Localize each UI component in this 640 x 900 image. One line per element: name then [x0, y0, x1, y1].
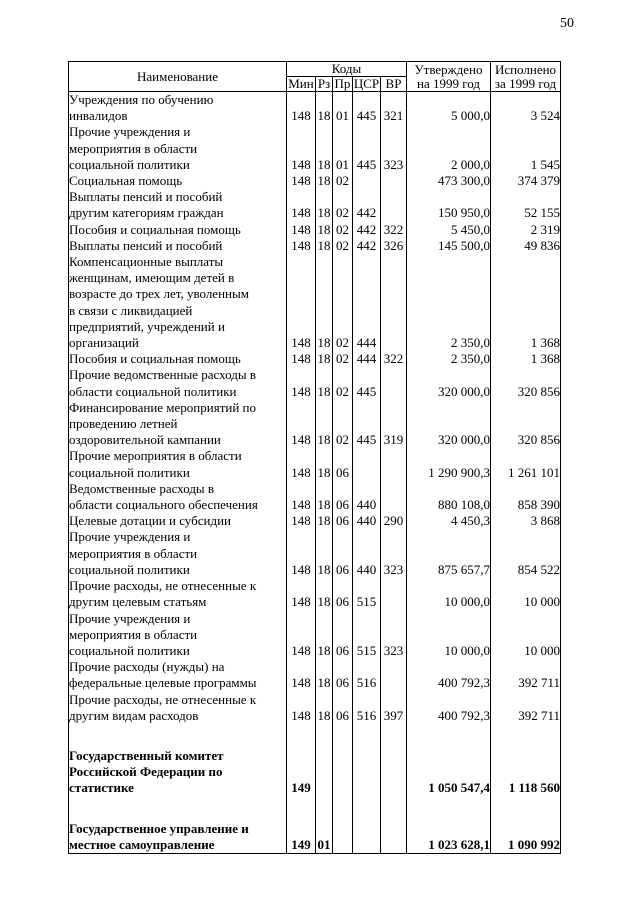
row-name-line: местное самоуправление [69, 836, 215, 852]
cell-min: 148 [287, 400, 316, 449]
row-name [69, 448, 287, 480]
spacer-row [69, 797, 561, 821]
row-name-line: Компенсационные выплаты [69, 254, 224, 270]
spacer-cell [333, 724, 353, 748]
row-name [69, 92, 287, 125]
row-name [69, 124, 287, 173]
cell-vr: 319 [381, 400, 407, 449]
row-name-line: Ведомственные расходы в [69, 480, 215, 496]
cell-min: 148 [287, 659, 316, 691]
row-name-line: Российской Федерации по [69, 764, 223, 780]
page-number: 50 [560, 16, 574, 31]
row-name-line: статистике [69, 780, 134, 796]
spacer-cell [316, 724, 333, 748]
table-row [69, 748, 561, 797]
cell-rz: 18 [316, 92, 333, 125]
cell-pr: 01 [333, 92, 353, 125]
cell-executed: 392 711 [491, 659, 561, 691]
spacer-cell [353, 724, 381, 748]
row-name-line: Целевые дотации и субсидии [69, 513, 231, 529]
cell-approved: 400 792,3 [407, 659, 491, 691]
cell-rz: 18 [316, 578, 333, 610]
cell-approved: 1 023 628,1 [407, 821, 491, 854]
row-name-line: возрасте до трех лет, уволенным [69, 286, 249, 302]
spacer-cell [407, 797, 491, 821]
row-name-line: мероприятия в области [69, 140, 198, 156]
row-name-line: проведению летней [69, 416, 178, 432]
row-name-line: социальной политики [69, 464, 190, 480]
cell-min: 148 [287, 367, 316, 399]
row-name [69, 529, 287, 578]
header-executed-line2: за 1999 год [494, 76, 557, 91]
row-name-line: оздоровительной кампании [69, 432, 221, 448]
cell-vr: 322 [381, 351, 407, 367]
table-row [69, 481, 561, 513]
row-name [69, 351, 287, 367]
cell-vr [381, 748, 407, 797]
cell-csr [353, 821, 381, 854]
cell-vr: 326 [381, 238, 407, 254]
cell-min: 148 [287, 173, 316, 189]
row-name-line: инвалидов [69, 108, 128, 124]
cell-csr: 445 [353, 124, 381, 173]
spacer-cell [69, 797, 287, 821]
cell-csr: 444 [353, 351, 381, 367]
cell-executed: 858 390 [491, 481, 561, 513]
row-name-line: другим целевым статьям [69, 594, 207, 610]
cell-min: 149 [287, 748, 316, 797]
header-rz: Рз [316, 77, 333, 92]
header-pr: Пр [333, 77, 353, 92]
table-row [69, 400, 561, 449]
cell-csr: 445 [353, 367, 381, 399]
cell-vr [381, 659, 407, 691]
cell-vr: 321 [381, 92, 407, 125]
cell-pr: 02 [333, 367, 353, 399]
cell-vr [381, 821, 407, 854]
row-name [69, 821, 287, 854]
spacer-cell [491, 797, 561, 821]
cell-executed: 1 368 [491, 254, 561, 351]
cell-approved: 2 350,0 [407, 351, 491, 367]
row-name-line: Социальная помощь [69, 173, 183, 189]
cell-csr: 445 [353, 400, 381, 449]
cell-csr: 442 [353, 238, 381, 254]
spacer-cell [381, 724, 407, 748]
cell-rz: 18 [316, 692, 333, 724]
row-name-line: Прочие расходы, не отнесенные к [69, 578, 257, 594]
cell-approved: 10 000,0 [407, 611, 491, 660]
cell-pr: 02 [333, 351, 353, 367]
cell-approved: 5 000,0 [407, 92, 491, 125]
cell-min: 148 [287, 481, 316, 513]
cell-rz: 18 [317, 351, 331, 367]
spacer-cell [491, 724, 561, 748]
cell-executed: 320 856 [491, 400, 561, 449]
cell-vr [381, 173, 407, 189]
cell-pr [333, 748, 353, 797]
spacer-cell [381, 797, 407, 821]
cell-min: 148 [287, 254, 316, 351]
cell-vr: 323 [381, 124, 407, 173]
table-row [69, 513, 561, 529]
cell-pr: 06 [333, 448, 353, 480]
table-row [69, 351, 561, 367]
cell-executed: 320 856 [491, 367, 561, 399]
header-approved-line1: Утверждено [414, 62, 483, 77]
row-name-line: Прочие учреждения и [69, 529, 191, 545]
cell-rz: 18 [316, 400, 333, 449]
cell-pr: 01 [333, 124, 353, 173]
cell-approved: 320 000,0 [407, 400, 491, 449]
table-row [69, 692, 561, 724]
cell-csr: 516 [353, 692, 381, 724]
cell-rz: 18 [317, 221, 331, 237]
table-row [69, 189, 561, 221]
cell-executed: 2 319 [491, 222, 561, 238]
cell-pr: 06 [333, 513, 353, 529]
cell-approved: 150 950,0 [407, 189, 491, 221]
row-name-line: другим категориям граждан [69, 205, 224, 221]
header-executed-line1: Исполнено [494, 62, 557, 77]
row-name-line: Государственный комитет [69, 747, 224, 763]
cell-pr: 02 [333, 173, 353, 189]
table-body [69, 92, 561, 854]
cell-executed: 392 711 [491, 692, 561, 724]
spacer-row [69, 724, 561, 748]
header-vr: ВР [381, 77, 407, 92]
table-row [69, 173, 561, 189]
cell-csr: 440 [353, 481, 381, 513]
spacer-cell [287, 724, 316, 748]
row-name [69, 513, 287, 529]
row-name [69, 238, 287, 254]
row-name-line: Пособия и социальная помощь [69, 221, 241, 237]
row-name-line: Прочие учреждения и [69, 124, 191, 140]
row-name-line: мероприятия в области [69, 626, 198, 642]
cell-vr [381, 578, 407, 610]
budget-table [68, 61, 561, 854]
cell-rz: 18 [316, 189, 333, 221]
cell-rz: 18 [316, 481, 333, 513]
cell-csr: 515 [353, 578, 381, 610]
row-name-line: Пособия и социальная помощь [69, 351, 241, 367]
cell-executed: 49 836 [491, 238, 561, 254]
row-name-line: Государственное управление и [69, 820, 249, 836]
row-name [69, 748, 287, 797]
cell-csr: 516 [353, 659, 381, 691]
cell-vr: 323 [381, 529, 407, 578]
cell-rz: 18 [316, 254, 333, 351]
cell-csr: 442 [353, 222, 381, 238]
cell-rz: 18 [316, 367, 333, 399]
row-name-line: в связи с ликвидацией [69, 302, 193, 318]
cell-pr: 06 [333, 578, 353, 610]
row-name [69, 611, 287, 660]
spacer-cell [353, 797, 381, 821]
table-row [69, 578, 561, 610]
row-name [69, 254, 287, 351]
cell-approved: 4 450,3 [407, 513, 491, 529]
spacer-cell [407, 724, 491, 748]
cell-pr: 02 [333, 400, 353, 449]
cell-approved: 2 000,0 [407, 124, 491, 173]
cell-executed: 854 522 [491, 529, 561, 578]
row-name-line: Выплаты пенсий и пособий [69, 189, 223, 205]
table-row [69, 254, 561, 351]
cell-csr: 515 [353, 611, 381, 660]
cell-min: 148 [287, 513, 316, 529]
cell-rz [316, 748, 333, 797]
cell-rz: 18 [317, 513, 331, 529]
row-name [69, 659, 287, 691]
cell-approved: 320 000,0 [407, 367, 491, 399]
header-min: Мин [288, 76, 314, 91]
row-name [69, 692, 287, 724]
cell-csr [353, 173, 381, 189]
cell-approved: 10 000,0 [407, 578, 491, 610]
header-executed [491, 62, 561, 92]
table-row [69, 659, 561, 691]
cell-vr [381, 448, 407, 480]
cell-vr: 290 [381, 513, 407, 529]
cell-executed: 3 868 [491, 513, 561, 529]
row-name-line: женщинам, имеющим детей в [69, 270, 235, 286]
cell-executed: 1 368 [491, 351, 561, 367]
row-name [69, 481, 287, 513]
cell-pr: 02 [333, 189, 353, 221]
row-name-line: предприятий, учреждений и [69, 318, 225, 334]
cell-approved: 400 792,3 [407, 692, 491, 724]
table-row [69, 222, 561, 238]
cell-min: 148 [287, 189, 316, 221]
header-approved [407, 62, 491, 92]
cell-csr: 444 [353, 254, 381, 351]
row-name-line: Прочие расходы, не отнесенные к [69, 691, 257, 707]
table-row [69, 821, 561, 854]
cell-pr [333, 821, 353, 854]
cell-executed: 3 524 [491, 92, 561, 125]
cell-executed: 1 545 [491, 124, 561, 173]
cell-executed: 1 090 992 [491, 821, 561, 854]
table-row [69, 92, 561, 125]
cell-csr: 445 [353, 92, 381, 125]
cell-min: 148 [287, 238, 316, 254]
row-name-line: области социального обеспечения [69, 497, 258, 513]
cell-vr: 397 [381, 692, 407, 724]
header-name: Наименование [69, 62, 287, 92]
cell-min: 148 [287, 692, 316, 724]
cell-approved: 5 450,0 [407, 222, 491, 238]
cell-rz: 18 [317, 173, 331, 189]
cell-approved: 880 108,0 [407, 481, 491, 513]
row-name [69, 222, 287, 238]
cell-pr: 06 [333, 529, 353, 578]
cell-min: 148 [287, 529, 316, 578]
cell-min: 149 [287, 821, 316, 854]
cell-min: 148 [287, 351, 316, 367]
row-name-line: Финансирование мероприятий по [69, 399, 257, 415]
row-name-line: области социальной политики [69, 383, 237, 399]
row-name-line: федеральные целевые программы [69, 675, 257, 691]
row-name-line: Выплаты пенсий и пособий [69, 237, 223, 253]
cell-pr: 06 [333, 659, 353, 691]
table-row [69, 448, 561, 480]
cell-executed: 10 000 [491, 578, 561, 610]
cell-vr: 322 [381, 222, 407, 238]
cell-vr: 323 [381, 611, 407, 660]
cell-csr [353, 748, 381, 797]
row-name-line: другим видам расходов [69, 707, 199, 723]
cell-rz: 18 [316, 529, 333, 578]
cell-executed: 10 000 [491, 611, 561, 660]
cell-executed: 1 118 560 [491, 748, 561, 797]
header-approved-line2: на 1999 год [417, 76, 480, 91]
row-name [69, 173, 287, 189]
row-name-line: организаций [69, 335, 139, 351]
row-name-line: Прочие расходы (нужды) на [69, 659, 225, 675]
cell-min: 148 [287, 222, 316, 238]
cell-pr: 02 [333, 254, 353, 351]
cell-approved: 2 350,0 [407, 254, 491, 351]
table-row [69, 367, 561, 399]
table-row [69, 238, 561, 254]
header-codes: Коды [287, 62, 407, 77]
row-name [69, 578, 287, 610]
cell-min: 148 [287, 124, 316, 173]
spacer-cell [333, 797, 353, 821]
cell-rz: 18 [316, 448, 333, 480]
cell-approved: 1 290 900,3 [407, 448, 491, 480]
cell-vr [381, 481, 407, 513]
cell-rz: 01 [316, 821, 333, 854]
cell-pr: 06 [333, 611, 353, 660]
row-name-line: мероприятия в области [69, 545, 198, 561]
cell-rz: 18 [316, 611, 333, 660]
cell-rz: 18 [317, 237, 331, 253]
row-name-line: Прочие мероприятия в области [69, 448, 242, 464]
cell-approved: 145 500,0 [407, 238, 491, 254]
table-row [69, 124, 561, 173]
cell-csr: 440 [353, 513, 381, 529]
row-name-line: социальной политики [69, 642, 190, 658]
cell-approved: 473 300,0 [407, 173, 491, 189]
cell-csr [353, 448, 381, 480]
cell-min: 148 [287, 611, 316, 660]
row-name-line: социальной политики [69, 561, 190, 577]
cell-vr [381, 367, 407, 399]
table-header [69, 62, 561, 92]
spacer-cell [69, 724, 287, 748]
cell-vr [381, 189, 407, 221]
cell-rz: 18 [316, 124, 333, 173]
cell-executed: 1 261 101 [491, 448, 561, 480]
row-name-line: социальной политики [69, 156, 190, 172]
cell-pr: 02 [333, 222, 353, 238]
cell-csr: 442 [353, 189, 381, 221]
header-csr: ЦСР [353, 76, 380, 91]
table-row [69, 611, 561, 660]
cell-min: 148 [287, 448, 316, 480]
cell-pr: 06 [333, 481, 353, 513]
spacer-cell [316, 797, 333, 821]
row-name-line: Учреждения по обучению [69, 92, 214, 107]
row-name [69, 189, 287, 221]
cell-executed: 374 379 [491, 173, 561, 189]
row-name [69, 400, 287, 449]
table-row [69, 529, 561, 578]
cell-rz: 18 [316, 659, 333, 691]
row-name-line: Прочие учреждения и [69, 610, 191, 626]
cell-pr: 02 [333, 238, 353, 254]
row-name [69, 367, 287, 399]
cell-vr [381, 254, 407, 351]
cell-min: 148 [287, 578, 316, 610]
cell-csr: 440 [353, 529, 381, 578]
cell-approved: 875 657,7 [407, 529, 491, 578]
cell-executed: 52 155 [491, 189, 561, 221]
cell-min: 148 [287, 92, 316, 125]
cell-approved: 1 050 547,4 [407, 748, 491, 797]
cell-pr: 06 [333, 692, 353, 724]
spacer-cell [287, 797, 316, 821]
row-name-line: Прочие ведомственные расходы в [69, 367, 257, 383]
